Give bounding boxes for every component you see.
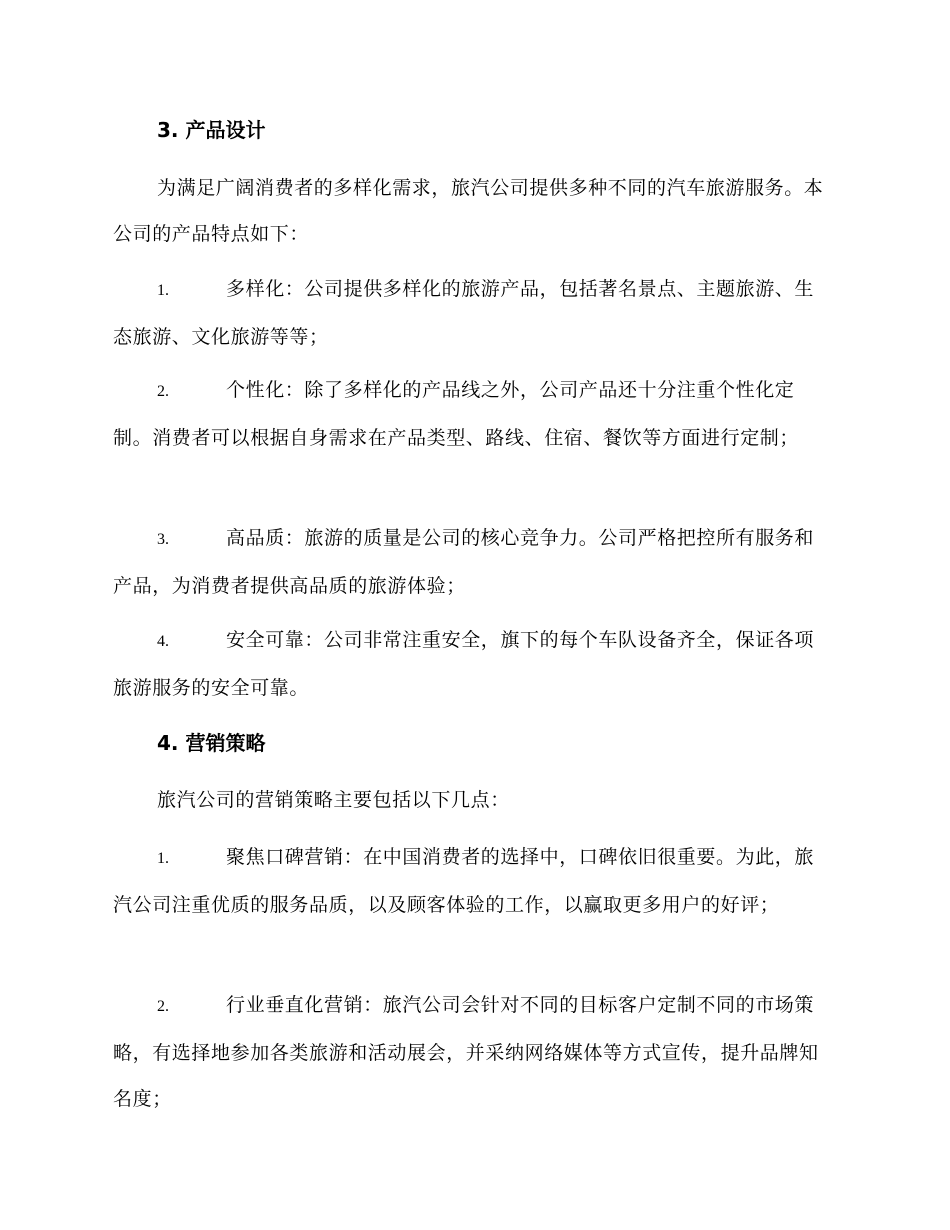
- list-item-text: 行业垂直化营销：旅汽公司会针对不同的目标客户定制不同的市场策略，有选择地参加各类旅游和活动展会，并采纳网络媒体等方式宣传，提升品牌知名度；: [113, 994, 819, 1110]
- list-number: 2.: [157, 998, 169, 1015]
- section-heading-marketing-strategy: 4. 营销策略: [157, 731, 266, 755]
- section-heading-product-design: 3. 产品设计: [157, 118, 266, 142]
- list-item-diversity: [113, 266, 833, 360]
- list-item-text: 个性化：除了多样化的产品线之外，公司产品还十分注重个性化定制。消费者可以根据自身需求在产品类型、路线、住宿、餐饮等方面进行定制；: [113, 379, 800, 449]
- list-number: 4.: [157, 633, 169, 650]
- list-number: 2.: [157, 383, 169, 400]
- list-item-text: 多样化：公司提供多样化的旅游产品，包括著名景点、主题旅游、生态旅游、文化旅游等等；: [113, 278, 815, 348]
- list-item-word-of-mouth: [113, 834, 833, 928]
- list-item-high-quality: [113, 515, 833, 609]
- list-item-vertical-marketing: [113, 982, 833, 1122]
- list-item-text: 聚焦口碑营销：在中国消费者的选择中，口碑依旧很重要。为此，旅汽公司注重优质的服务品质，以及顾客体验的工作，以赢取更多用户的好评；: [113, 846, 815, 916]
- section-intro-product-design: 为满足广阔消费者的多样化需求，旅汽公司提供多种不同的汽车旅游服务。本公司的产品特点如下：: [113, 177, 824, 245]
- list-number: 1.: [157, 850, 169, 867]
- list-item-text: 安全可靠：公司非常注重安全，旗下的每个车队设备齐全，保证各项旅游服务的安全可靠。: [113, 629, 815, 699]
- list-number: 1.: [157, 282, 169, 299]
- list-item-personalization: [113, 367, 833, 461]
- list-item-safety: [113, 617, 833, 711]
- list-number: 3.: [157, 531, 169, 548]
- section-intro-marketing-strategy: 旅汽公司的营销策略主要包括以下几点：: [157, 789, 510, 811]
- list-item-text: 高品质：旅游的质量是公司的核心竞争力。公司严格把控所有服务和产品，为消费者提供高品质的旅游体验；: [113, 527, 815, 597]
